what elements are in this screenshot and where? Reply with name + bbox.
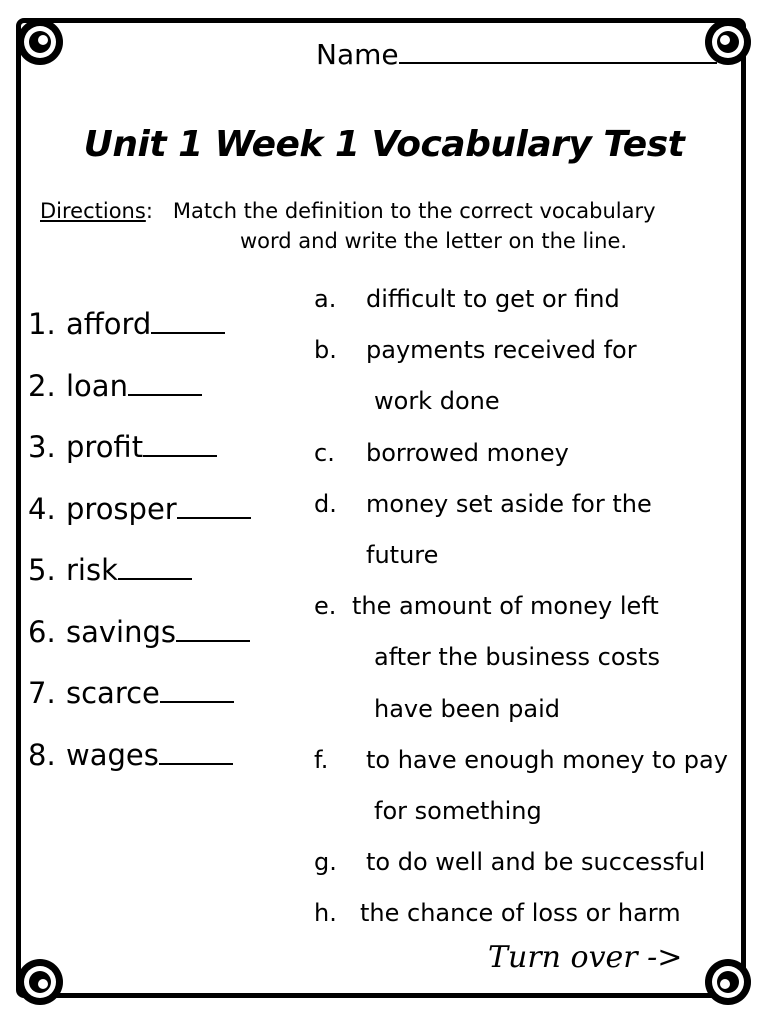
definition-e-continued (314, 690, 744, 741)
definition-letter: d. (314, 489, 337, 518)
answer-blank[interactable] (128, 372, 202, 396)
page-title: Unit 1 Week 1 Vocabulary Test (83, 124, 685, 165)
definition-letter: a. (314, 285, 337, 313)
vocab-word: wages (66, 737, 159, 772)
definition-text: for something (374, 796, 542, 825)
definition-letter: h. (314, 899, 337, 928)
definition-h (314, 894, 744, 945)
vocab-word: profit (66, 430, 144, 464)
swirl-corner-icon (14, 956, 66, 1008)
definition-text: work done (374, 387, 500, 416)
definition-list (314, 280, 744, 945)
answer-blank[interactable] (177, 495, 251, 519)
vocab-word: prosper (66, 491, 177, 526)
definition-text: to do well and be successful (366, 848, 706, 877)
definition-f (314, 741, 744, 792)
list-item (28, 487, 251, 549)
word-number: 4. (28, 491, 56, 526)
word-list (28, 302, 251, 794)
word-number: 5. (28, 553, 56, 587)
definition-letter: g. (314, 848, 337, 877)
definition-text: future (366, 540, 439, 569)
word-number: 3. (28, 430, 56, 464)
definition-d (314, 485, 744, 536)
swirl-corner-icon (14, 16, 66, 68)
list-item (28, 364, 251, 426)
turn-over-note: Turn over -> (488, 940, 683, 975)
definition-letter: f. (314, 745, 329, 774)
definition-text: after the business costs (374, 643, 660, 672)
definition-letter: e. (314, 592, 337, 621)
word-number: 6. (28, 614, 56, 649)
name-blank-line[interactable] (399, 36, 717, 64)
directions (40, 196, 740, 256)
answer-blank[interactable] (159, 741, 233, 765)
answer-blank[interactable] (143, 433, 217, 457)
definition-text: have been paid (374, 694, 560, 723)
word-number: 1. (28, 307, 56, 341)
list-item (28, 425, 251, 487)
definition-g (314, 843, 744, 894)
directions-label: Directions (40, 199, 146, 223)
answer-blank[interactable] (160, 679, 234, 703)
directions-colon: : (145, 199, 153, 223)
definition-e (314, 587, 744, 638)
vocab-word: afford (66, 307, 152, 341)
answer-blank[interactable] (118, 556, 192, 580)
answer-blank[interactable] (176, 618, 250, 642)
answer-blank[interactable] (151, 310, 225, 334)
vocab-word: savings (66, 614, 176, 649)
name-label: Name (316, 38, 399, 71)
definition-f-continued (314, 792, 744, 843)
definition-text: money set aside for the (366, 489, 652, 518)
definition-text: the chance of loss or harm (360, 899, 681, 928)
vocab-word: scarce (66, 676, 160, 710)
word-number: 8. (28, 737, 56, 772)
swirl-corner-icon (702, 956, 754, 1008)
list-item (28, 733, 251, 795)
definition-c (314, 434, 744, 485)
definition-b (314, 331, 744, 382)
vocab-word: risk (66, 553, 118, 587)
directions-text-line1: Match the definition to the correct vocabulary (172, 199, 656, 223)
vocab-word: loan (66, 368, 128, 403)
list-item (28, 610, 251, 672)
definition-text: difficult to get or find (366, 285, 620, 313)
list-item (28, 302, 251, 364)
definition-a (314, 280, 744, 331)
word-number: 7. (28, 676, 56, 710)
definition-text: payments received for (366, 336, 637, 365)
definition-letter: c. (314, 438, 335, 467)
definition-e-continued (314, 638, 744, 689)
list-item (28, 548, 251, 610)
definition-b-continued (314, 382, 744, 433)
name-field[interactable] (316, 36, 717, 71)
definition-d-continued (314, 536, 744, 587)
list-item (28, 671, 251, 733)
word-number: 2. (28, 368, 56, 403)
definition-text: the amount of money left (352, 592, 659, 621)
directions-text-line2: word and write the letter on the line. (240, 229, 628, 253)
definition-text: to have enough money to pay (366, 745, 728, 774)
definition-letter: b. (314, 336, 337, 365)
definition-text: borrowed money (366, 438, 569, 467)
